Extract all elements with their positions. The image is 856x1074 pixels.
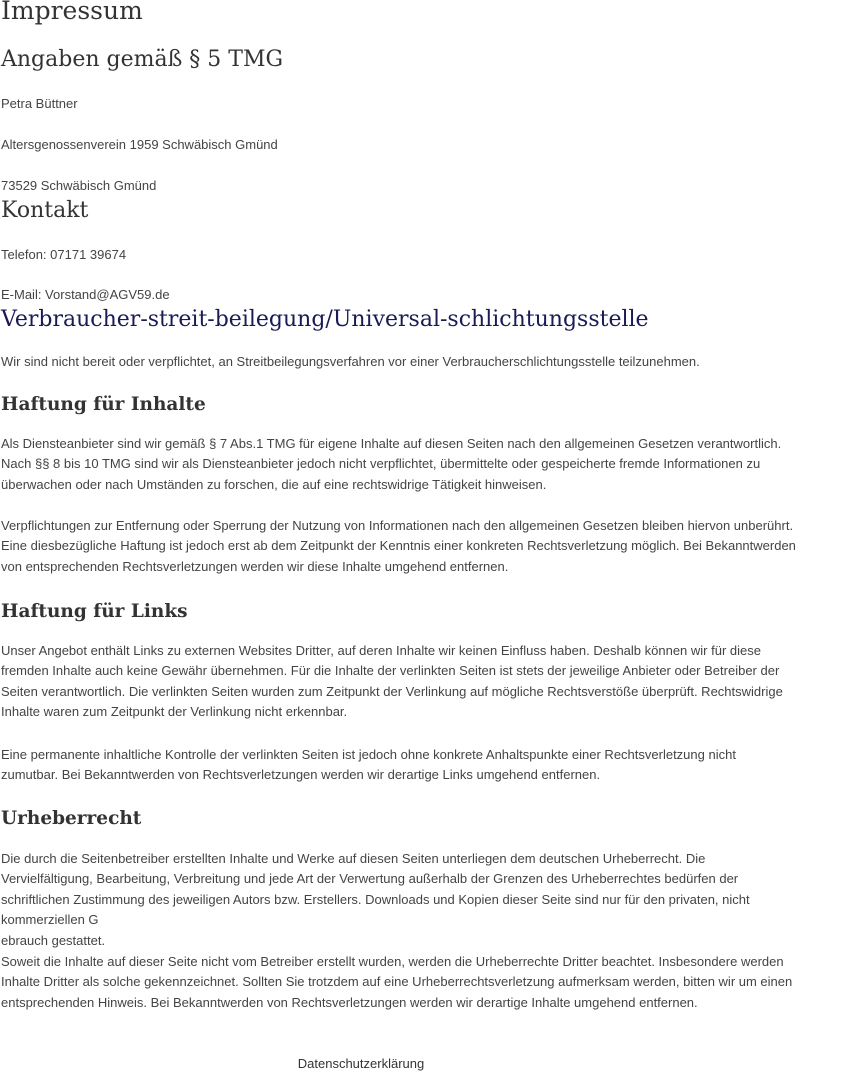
contact-heading: Kontakt <box>1 198 89 223</box>
paragraph-line: Eine diesbezügliche Haftung ist jedoch erst ab dem Zeitpunkt der Kenntnis einer konkreten Rechtsverletzung möglich. Bei Bekanntwerden <box>1 538 796 554</box>
paragraph-line: Unser Angebot enthält Links zu externen Websites Dritter, auf deren Inhalte wir keinen Einfluss haben. Deshalb können wir für diese <box>1 643 761 658</box>
email-address: E-Mail: Vorstand@AGV59.de <box>1 287 170 302</box>
paragraph-line: schriftlichen Zustimmung des jeweiligen Autors bzw. Erstellers. Downloads und Kopien dieser Seite sind nur für den privaten, nicht <box>1 891 750 907</box>
organization-name: Altersgenossenverein 1959 Schwäbisch Gmünd <box>1 137 278 152</box>
paragraph-line: Vervielfältigung, Bearbeitung, Verbreitung und jede Art der Verwertung außerhalb der Grenzen des Urheberrechtes bedürfen der <box>1 871 739 887</box>
paragraph-line: von entsprechenden Rechtsverletzungen werden wir diese Inhalte umgehend entfernen. <box>1 558 509 574</box>
content-liability-paragraph-1 <box>1 434 855 495</box>
copyright-paragraph-2 <box>1 952 855 1013</box>
paragraph-line: Seiten verantwortlich. Die verlinkten Seiten wurden zum Zeitpunkt der Verlinkung auf mögliche Rechtsverstöße überprüft. Rechtswidrige <box>1 683 783 699</box>
paragraph-line: Eine permanente inhaltliche Kontrolle der verlinkten Seiten ist jedoch ohne konkrete Anhaltspunkte einer Rechtsverletzung nicht <box>1 747 736 762</box>
paragraph-line: Die durch die Seitenbetreiber erstellten Inhalte und Werke auf diesen Seiten unterliegen dem deutschen Urheberrecht. Die <box>1 851 706 866</box>
footer <box>0 1054 722 1074</box>
paragraph-line: Nach §§ 8 bis 10 TMG sind wir als Diensteanbieter jedoch nicht verpflichtet, übermittelte oder gespeicherte fremde Informationen zu <box>1 456 761 472</box>
paragraph-line: entsprechenden Hinweis. Bei Bekanntwerden von Rechtsverletzungen werden wir derartige Inhalte umgehend entfernen. <box>1 994 698 1010</box>
operator-name: Petra Büttner <box>1 96 78 111</box>
paragraph-line: überwachen oder nach Umständen zu forschen, die auf eine rechtswidrige Tätigkeit hinweisen. <box>1 476 547 492</box>
page-title: Impressum <box>1 0 143 25</box>
paragraph-line: Inhalte Dritter als solche gekennzeichnet. Sollten Sie trotzdem auf eine Urheberrechtsverletzung aufmerksam werden, bitten wir um einen <box>1 974 793 990</box>
copyright-paragraph-1 <box>1 849 855 951</box>
content-liability-heading: Haftung für Inhalte <box>1 394 206 415</box>
paragraph-line: Inhalte waren zum Zeitpunkt der Verlinkung nicht erkennbar. <box>1 704 348 720</box>
privacy-policy-link[interactable]: Datenschutzerklärung <box>297 1056 425 1071</box>
paragraph-line: fremden Inhalte auch keine Gewähr übernehmen. Für die Inhalte der verlinkten Seiten ist stets der jeweilige Anbieter oder Betreiber der <box>1 663 780 679</box>
dispute-resolution-heading: Verbraucher-streit-beilegung/Universal-schlichtungsstelle <box>1 307 649 332</box>
link-liability-heading: Haftung für Links <box>1 601 188 622</box>
paragraph-line: kommerziellen G <box>1 912 99 928</box>
copyright-heading: Urheberrecht <box>1 808 142 829</box>
postal-city: 73529 Schwäbisch Gmünd <box>1 178 157 193</box>
link-liability-paragraph-2 <box>1 745 855 786</box>
phone-number: Telefon: 07171 39674 <box>1 247 127 262</box>
dispute-resolution-text: Wir sind nicht bereit oder verpflichtet, an Streitbeilegungsverfahren vor einer Verbraucherschlichtungsstelle teilzunehmen. <box>1 354 700 369</box>
paragraph-line: Soweit die Inhalte auf dieser Seite nicht vom Betreiber erstellt wurden, werden die Urheberrechte Dritter beachtet. Insbesondere werden <box>1 954 784 969</box>
impressum-subtitle: Angaben gemäß § 5 TMG <box>1 47 284 72</box>
content-liability-paragraph-2 <box>1 516 855 577</box>
paragraph-line: zumutbar. Bei Bekanntwerden von Rechtsverletzungen werden wir derartige Links umgehend entfernen. <box>1 767 601 783</box>
link-liability-paragraph-1 <box>1 641 855 723</box>
paragraph-line: Als Diensteanbieter sind wir gemäß § 7 Abs.1 TMG für eigene Inhalte auf diesen Seiten nach den allgemeinen Gesetzen verantwortlich. <box>1 436 782 451</box>
paragraph-line: Verpflichtungen zur Entfernung oder Sperrung der Nutzung von Informationen nach den allgemeinen Gesetzen bleiben hiervon unberührt. <box>1 518 794 533</box>
paragraph-line: ebrauch gestattet. <box>1 932 106 948</box>
